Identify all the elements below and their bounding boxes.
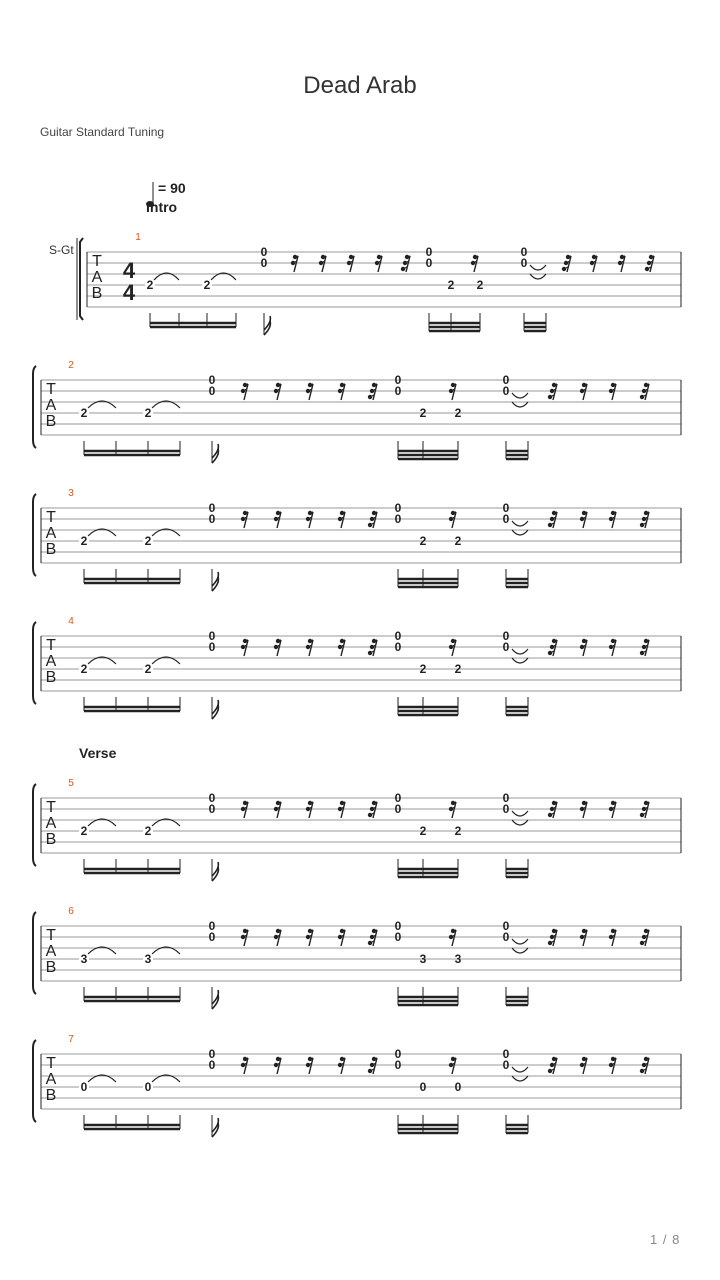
fret-number: 2 <box>144 824 152 838</box>
fret-number: 0 <box>144 1080 152 1094</box>
fret-number: 0 <box>394 501 402 515</box>
tab-clef-letter: B <box>45 541 57 558</box>
measure-number: 1 <box>135 232 141 243</box>
fret-number: 3 <box>144 952 152 966</box>
fret-number: 0 <box>394 373 402 387</box>
tie-arc <box>512 820 528 825</box>
tab-clef-letter: T <box>46 509 56 526</box>
fret-number: 0 <box>208 501 216 515</box>
fret-number: 0 <box>394 1047 402 1061</box>
fret-number: 2 <box>144 406 152 420</box>
system-bracket <box>33 784 36 866</box>
fret-number: 3 <box>80 952 88 966</box>
fret-number: 0 <box>502 501 510 515</box>
measure-number: 3 <box>68 488 74 499</box>
measure-number: 2 <box>68 360 74 371</box>
fret-number: 2 <box>80 406 88 420</box>
tab-clef-letter: A <box>45 525 57 542</box>
fret-number: 2 <box>447 278 455 292</box>
fret-number: 0 <box>394 512 402 526</box>
fret-number: 0 <box>394 919 402 933</box>
tab-clef-letter: A <box>45 943 57 960</box>
tie-arc <box>512 1076 528 1081</box>
tie-arc <box>530 274 546 279</box>
fret-number: 0 <box>394 640 402 654</box>
fret-number: 0 <box>425 245 433 259</box>
fret-number: 2 <box>419 406 427 420</box>
tie-arc <box>512 393 528 398</box>
fret-number: 0 <box>80 1080 88 1094</box>
tie-arc <box>512 939 528 944</box>
fret-number: 0 <box>208 384 216 398</box>
fret-number: 0 <box>394 791 402 805</box>
tab-clef-letter: T <box>92 253 102 270</box>
fret-number: 3 <box>454 952 462 966</box>
fret-number: 0 <box>394 802 402 816</box>
fret-number: 0 <box>454 1080 462 1094</box>
fret-number: 0 <box>208 629 216 643</box>
fret-number: 0 <box>208 1058 216 1072</box>
fret-number: 2 <box>454 406 462 420</box>
system-bracket <box>33 494 36 576</box>
tab-clef-letter: T <box>46 1055 56 1072</box>
tab-clef-letter: A <box>45 653 57 670</box>
tab-system <box>0 606 720 726</box>
page-number: 1 / 8 <box>650 1232 681 1247</box>
system-bracket <box>33 366 36 448</box>
fret-number: 0 <box>502 930 510 944</box>
tab-clef-letter: B <box>45 959 57 976</box>
tab-system <box>0 768 720 888</box>
fret-number: 0 <box>208 930 216 944</box>
system-bracket <box>33 912 36 994</box>
fret-number: 0 <box>208 1047 216 1061</box>
tab-system <box>0 478 720 598</box>
tuning-label: Guitar Standard Tuning <box>40 125 165 139</box>
system-bracket <box>33 1040 36 1122</box>
fret-number: 0 <box>502 802 510 816</box>
section-intro: Intro <box>146 199 178 215</box>
fret-number: 0 <box>260 245 268 259</box>
fret-number: 0 <box>502 373 510 387</box>
measure-number: 5 <box>68 778 74 789</box>
system-bracket <box>33 622 36 704</box>
tab-system <box>0 1024 720 1144</box>
tab-system <box>0 350 720 470</box>
section-verse: Verse <box>79 745 117 761</box>
fret-number: 0 <box>502 629 510 643</box>
fret-number: 2 <box>144 662 152 676</box>
fret-number: 2 <box>144 534 152 548</box>
fret-number: 2 <box>454 662 462 676</box>
fret-number: 2 <box>454 824 462 838</box>
tab-clef-letter: B <box>45 1087 57 1104</box>
fret-number: 0 <box>502 640 510 654</box>
fret-number: 0 <box>394 384 402 398</box>
track-name: S-Gt <box>49 243 74 257</box>
tie-arc <box>512 948 528 953</box>
fret-number: 0 <box>502 384 510 398</box>
tab-clef-letter: B <box>45 413 57 430</box>
tab-clef-letter: A <box>45 1071 57 1088</box>
fret-number: 3 <box>419 952 427 966</box>
tab-system <box>0 222 720 342</box>
fret-number: 0 <box>502 1047 510 1061</box>
fret-number: 0 <box>425 256 433 270</box>
fret-number: 0 <box>520 245 528 259</box>
fret-number: 0 <box>208 373 216 387</box>
system-bracket <box>80 238 83 320</box>
tie-arc <box>512 402 528 407</box>
tab-clef-letter: B <box>91 285 103 302</box>
fret-number: 0 <box>208 512 216 526</box>
measure-number: 7 <box>68 1034 74 1045</box>
fret-number: 2 <box>146 278 154 292</box>
measure-number: 6 <box>68 906 74 917</box>
fret-number: 2 <box>419 824 427 838</box>
fret-number: 2 <box>419 662 427 676</box>
tab-clef-letter: B <box>45 669 57 686</box>
tie-arc <box>512 811 528 816</box>
tab-clef-letter: T <box>46 381 56 398</box>
fret-number: 0 <box>394 1058 402 1072</box>
fret-number: 0 <box>260 256 268 270</box>
tie-arc <box>512 1067 528 1072</box>
tie-arc <box>512 530 528 535</box>
score-title: Dead Arab <box>303 72 417 99</box>
fret-number: 0 <box>394 930 402 944</box>
fret-number: 0 <box>502 791 510 805</box>
tab-clef-letter: T <box>46 927 56 944</box>
fret-number: 2 <box>454 534 462 548</box>
fret-number: 0 <box>208 802 216 816</box>
fret-number: 0 <box>520 256 528 270</box>
fret-number: 0 <box>208 919 216 933</box>
fret-number: 0 <box>502 919 510 933</box>
fret-number: 2 <box>476 278 484 292</box>
tempo-label: = 90 <box>158 180 186 196</box>
fret-number: 0 <box>208 791 216 805</box>
fret-number: 2 <box>80 824 88 838</box>
fret-number: 0 <box>502 1058 510 1072</box>
tie-arc <box>512 649 528 654</box>
fret-number: 2 <box>419 534 427 548</box>
fret-number: 2 <box>203 278 211 292</box>
fret-number: 2 <box>80 662 88 676</box>
fret-number: 2 <box>80 534 88 548</box>
time-signature-bottom: 4 <box>122 280 136 305</box>
tab-clef-letter: T <box>46 799 56 816</box>
fret-number: 0 <box>208 640 216 654</box>
tab-clef-letter: A <box>45 815 57 832</box>
tab-system <box>0 896 720 1016</box>
fret-number: 0 <box>419 1080 427 1094</box>
fret-number: 0 <box>502 512 510 526</box>
time-signature-top: 4 <box>122 258 136 283</box>
tab-clef-letter: T <box>46 637 56 654</box>
tab-clef-letter: B <box>45 831 57 848</box>
tie-arc <box>512 658 528 663</box>
tab-clef-letter: A <box>91 269 103 286</box>
tie-arc <box>512 521 528 526</box>
tie-arc <box>530 265 546 270</box>
fret-number: 0 <box>394 629 402 643</box>
tab-clef-letter: A <box>45 397 57 414</box>
measure-number: 4 <box>68 616 74 627</box>
